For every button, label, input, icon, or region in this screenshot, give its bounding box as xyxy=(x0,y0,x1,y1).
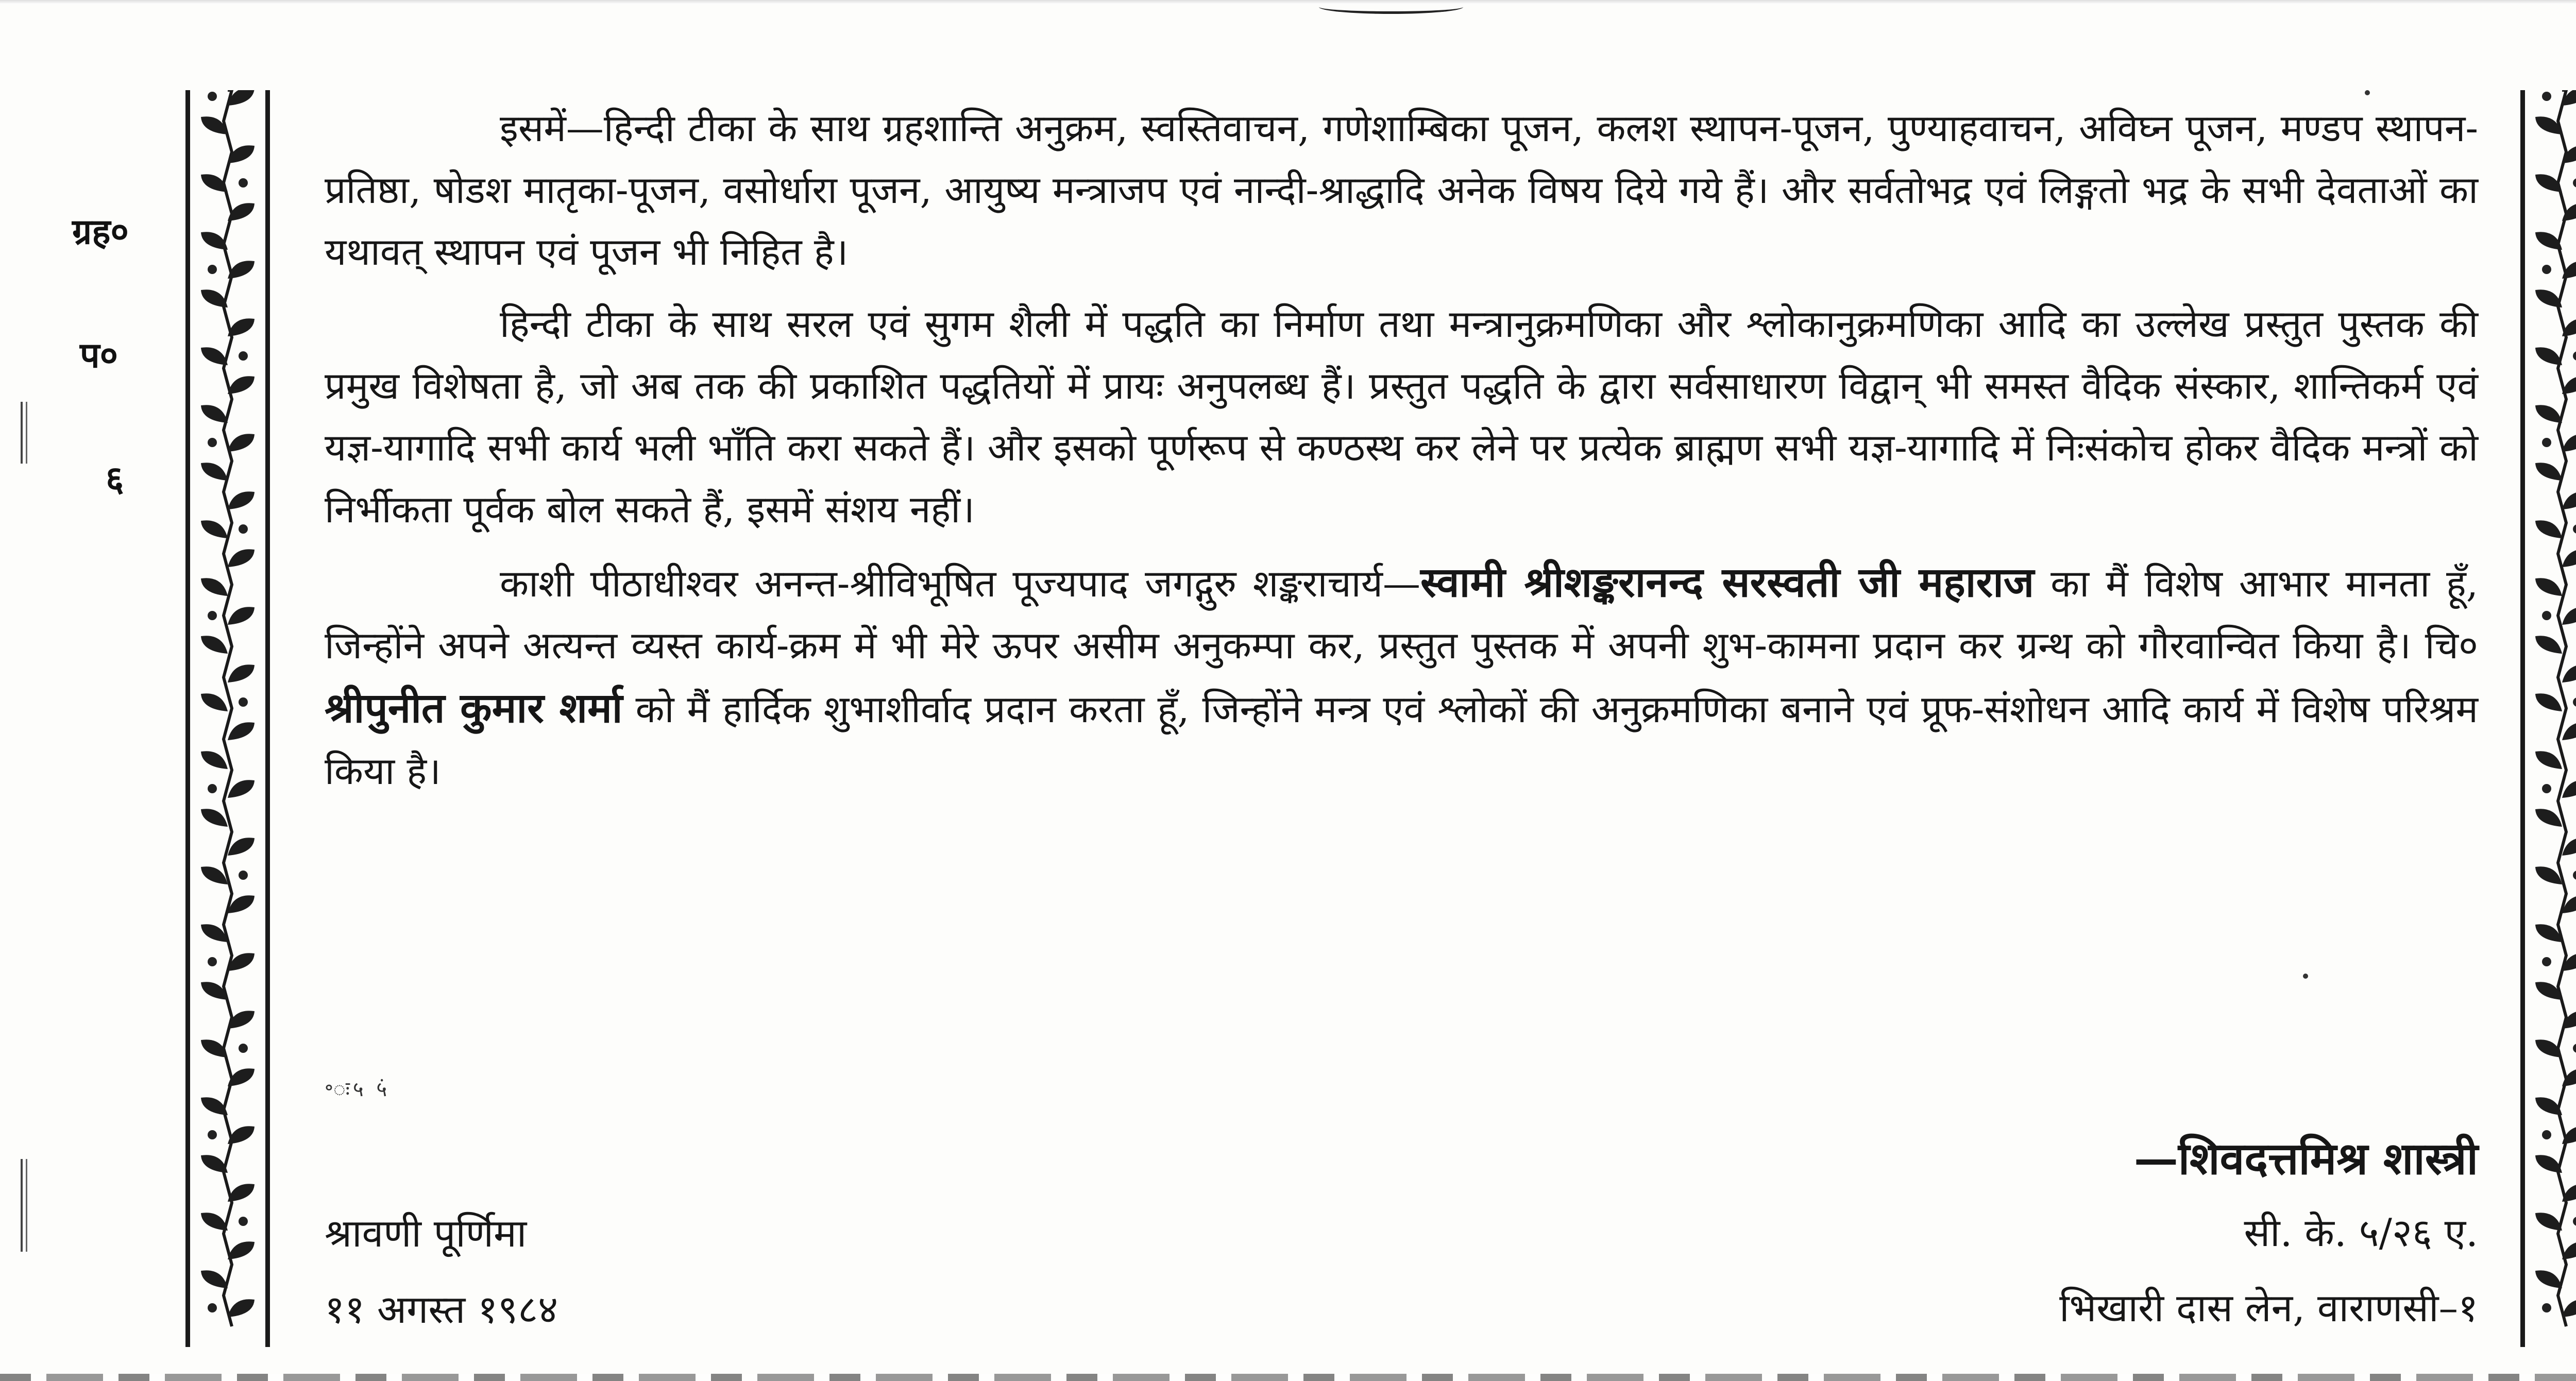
address-line-2: भिखारी दास लेन, वाराणसी–१ xyxy=(2059,1285,2478,1331)
leaf-icon xyxy=(201,520,228,538)
ink-smudge: ॰ः५ ५ं xyxy=(325,1078,391,1101)
paragraph-3-lead: काशी पीठाधीश्वर अनन्त-श्रीविभूषित पूज्यपाद जगद्गुरु शङ्कराचार्य— xyxy=(500,562,1420,606)
leaf-icon xyxy=(2535,520,2562,538)
margin-title-abbrev: ग्रह० xyxy=(72,212,129,252)
leaf-icon xyxy=(201,232,228,250)
bud-icon xyxy=(2573,178,2576,187)
leaf-icon xyxy=(228,664,255,683)
bud-icon xyxy=(208,611,217,620)
leaf-icon xyxy=(228,376,255,394)
bud-icon xyxy=(2542,92,2551,101)
bud-icon xyxy=(208,265,217,274)
right-floral-border xyxy=(2526,90,2576,1347)
assistant-name: श्रीपुनीत कुमार शर्मा xyxy=(325,684,623,732)
margin-page-mark: ६ xyxy=(106,459,124,500)
leaf-icon xyxy=(2562,434,2576,452)
bud-icon xyxy=(2573,1217,2576,1226)
scan-top-edge xyxy=(0,0,2576,4)
leaf-icon xyxy=(2535,578,2562,596)
bud-icon xyxy=(208,1303,217,1312)
leaf-icon xyxy=(201,866,228,884)
leaf-icon xyxy=(2562,722,2576,740)
bud-icon xyxy=(2542,1130,2551,1139)
leaf-icon xyxy=(201,1155,228,1173)
leaf-icon xyxy=(228,549,255,567)
bud-icon xyxy=(2573,871,2576,880)
leaf-icon xyxy=(201,289,228,308)
paragraph-3-tail: को मैं हार्दिक शुभाशीर्वाद प्रदान करता हूँ, जिन्होंने मन्त्र एवं श्लोकों की अनुक्रमणिका बनाने एवं प्रूफ-संशोधन आदि कार्य में विशेष परिश्रम किया है। xyxy=(325,688,2478,793)
leaf-icon xyxy=(2562,607,2576,625)
floral-vine-icon xyxy=(192,90,264,1347)
leaf-icon xyxy=(2535,809,2562,827)
leaf-icon xyxy=(2535,1213,2562,1231)
scan-speck xyxy=(2303,974,2308,979)
leaf-icon xyxy=(228,838,255,856)
scan-side-mark xyxy=(21,1159,27,1252)
leaf-icon xyxy=(201,751,228,769)
leaf-icon xyxy=(2562,549,2576,567)
leaf-icon xyxy=(2535,405,2562,423)
leaf-icon xyxy=(2535,1270,2562,1288)
bud-icon xyxy=(2542,611,2551,620)
leaf-icon xyxy=(2535,347,2562,365)
scan-side-mark xyxy=(21,402,27,464)
leaf-icon xyxy=(228,1241,255,1259)
honoree-name: स्वामी श्रीशङ्करानन्द सरस्वती जी महाराज xyxy=(1420,558,2035,606)
floral-vine-icon xyxy=(2526,90,2576,1347)
leaf-icon xyxy=(228,261,255,279)
bud-icon xyxy=(239,871,248,880)
scan-speck xyxy=(2365,90,2370,95)
paragraph-1: इसमें—हिन्दी टीका के साथ ग्रहशान्ति अनुक्रम, स्वस्तिवाचन, गणेशाम्बिका पूजन, कलश स्थापन-पूजन, पुण्याहवाचन, अविघ्न पूजन, मण्डप स्थापन-प्रतिष्ठा, षोडश मातृका-पूजन, वसोर्धारा पूजन, आयुष्य मन्त्राजप एवं नान्दी-श्राद्धादि अनेक विषय दिये गये हैं। और सर्वतोभद्र एवं लिङ्गतो भद्र के सभी देवताओं का यथावत् स्थापन एवं पूजन भी निहित है। xyxy=(325,107,2478,274)
bud-icon xyxy=(2573,524,2576,534)
scan-mark xyxy=(1319,0,1463,14)
leaf-icon xyxy=(228,607,255,625)
bud-icon xyxy=(239,1217,248,1226)
leaf-icon xyxy=(2535,693,2562,711)
leaf-icon xyxy=(228,491,255,509)
bud-icon xyxy=(2542,957,2551,966)
scan-bottom-edge xyxy=(0,1374,2576,1381)
leaf-icon xyxy=(201,347,228,365)
bud-icon xyxy=(239,697,248,707)
leaf-icon xyxy=(2562,1241,2576,1259)
leaf-icon xyxy=(201,809,228,827)
leaf-icon xyxy=(2562,376,2576,394)
bud-icon xyxy=(2542,438,2551,447)
leaf-icon xyxy=(228,1299,255,1317)
paragraph-3-middle: का मैं विशेष आभार मानता हूँ, जिन्होंने अपने अत्यन्त व्यस्त कार्य-क्रम में भी मेरे ऊपर असीम अनुकम्पा कर, प्रस्तुत पुस्तक में अपनी शुभ-कामना प्रदान कर ग्रन्थ को गौरवान्वित किया है। चि० xyxy=(325,562,2478,668)
left-inner-rule xyxy=(265,90,270,1347)
bud-icon xyxy=(208,92,217,101)
bud-icon xyxy=(2573,697,2576,707)
bud-icon xyxy=(2542,784,2551,793)
signature-block xyxy=(1803,1123,2478,1345)
bud-icon xyxy=(2573,351,2576,361)
leaf-icon xyxy=(228,434,255,452)
preface-body xyxy=(325,98,2478,813)
leaf-icon xyxy=(201,578,228,596)
bud-icon xyxy=(239,351,248,361)
leaf-icon xyxy=(228,780,255,798)
leaf-icon xyxy=(201,1213,228,1231)
leaf-icon xyxy=(2535,289,2562,308)
bud-icon xyxy=(2542,1303,2551,1312)
bud-icon xyxy=(208,438,217,447)
leaf-icon xyxy=(201,405,228,423)
left-outer-rule xyxy=(185,90,190,1347)
margin-subtitle-abbrev: प० xyxy=(80,335,118,376)
leaf-icon xyxy=(2562,491,2576,509)
leaf-icon xyxy=(2535,1097,2562,1115)
leaf-icon xyxy=(2535,1155,2562,1173)
author-name: —शिवदत्तमिश्र शास्त्री xyxy=(2133,1133,2478,1185)
date-block xyxy=(325,1195,558,1348)
leaf-icon xyxy=(2535,463,2562,481)
leaf-icon xyxy=(228,1068,255,1086)
leaf-icon xyxy=(228,203,255,221)
leaf-icon xyxy=(2535,751,2562,769)
leaf-icon xyxy=(2535,232,2562,250)
bud-icon xyxy=(208,1130,217,1139)
bud-icon xyxy=(208,784,217,793)
leaf-icon xyxy=(2535,866,2562,884)
leaf-icon xyxy=(201,463,228,481)
address-line-1: सी. के. ५/२६ ए. xyxy=(2244,1210,2478,1255)
leaf-icon xyxy=(228,318,255,336)
leaf-icon xyxy=(201,693,228,711)
leaf-icon xyxy=(228,1184,255,1202)
paragraph-2: हिन्दी टीका के साथ सरल एवं सुगम शैली में पद्धति का निर्माण तथा मन्त्रानुक्रमणिका और श्लोकानुक्रमणिका आदि का उल्लेख प्रस्तुत पुस्तक की प्रमुख विशेषता है, जो अब तक की प्रकाशित पद्धतियों में प्रायः अनुपलब्ध हैं। प्रस्तुत पद्धति के द्वारा सर्वसाधारण विद्वान् भी समस्त वैदिक संस्कार, शान्तिकर्म एवं यज्ञ-यागादि सभी कार्य भली भाँति करा सकते हैं। और इसको पूर्णरूप से कण्ठस्थ कर लेने पर प्रत्येक ब्राह्मण सभी यज्ञ-यागादि में निःसंकोच होकर वैदिक मन्त्रों को निर्भीकता पूर्वक बोल सकते हैं, इसमें संशय नहीं। xyxy=(325,302,2478,532)
leaf-icon xyxy=(228,722,255,740)
bud-icon xyxy=(239,178,248,187)
date: ११ अगस्त १९८४ xyxy=(325,1287,558,1332)
bud-icon xyxy=(239,524,248,534)
left-floral-border xyxy=(192,90,264,1347)
leaf-icon xyxy=(201,1270,228,1288)
right-inner-rule xyxy=(2520,90,2525,1347)
occasion: श्रावणी पूर्णिमा xyxy=(325,1210,527,1256)
leaf-icon xyxy=(2562,1299,2576,1317)
leaf-icon xyxy=(201,1097,228,1115)
leaf-icon xyxy=(2562,664,2576,683)
bud-icon xyxy=(208,957,217,966)
leaf-icon xyxy=(201,636,228,654)
bud-icon xyxy=(239,1044,248,1053)
leaf-icon xyxy=(228,1126,255,1144)
paragraph-3 xyxy=(325,551,2478,803)
leaf-icon xyxy=(2535,636,2562,654)
bud-icon xyxy=(2542,265,2551,274)
bud-icon xyxy=(2573,1044,2576,1053)
